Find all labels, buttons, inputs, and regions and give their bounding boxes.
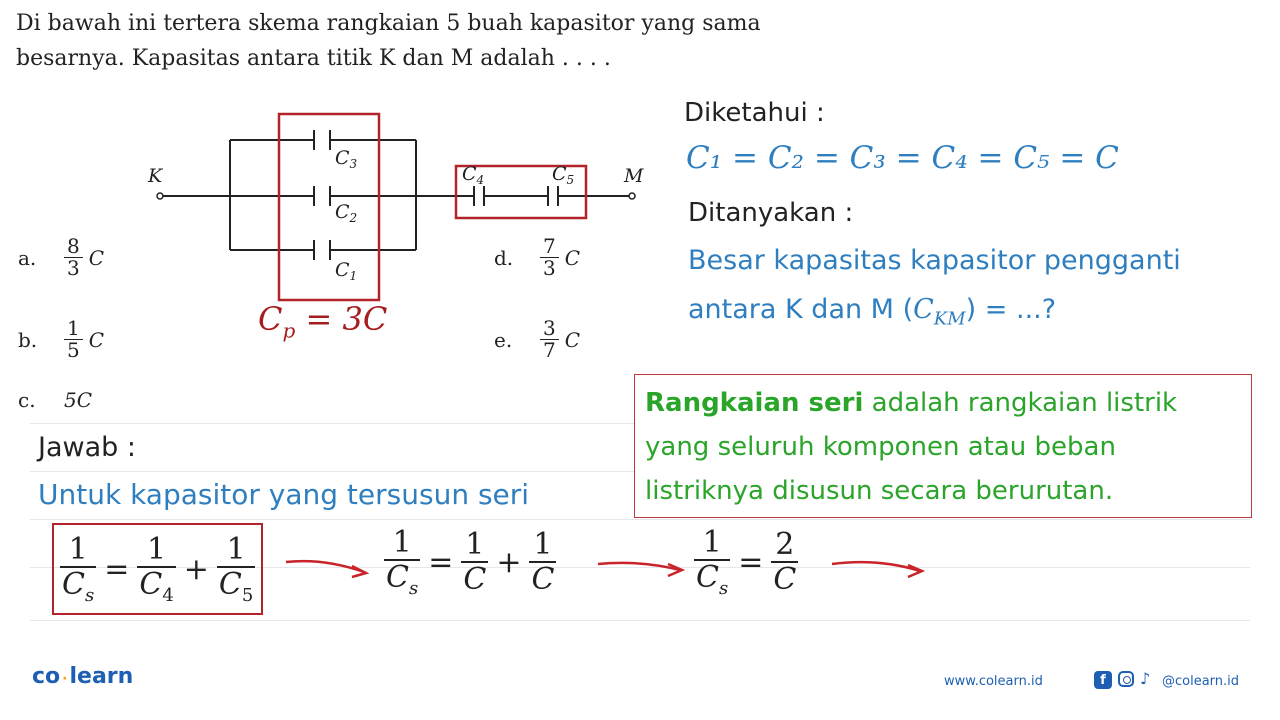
facebook-icon[interactable]: f: [1094, 671, 1112, 689]
definition-box: Rangkaian seri adalah rangkaian listrik yang seluruh komponen atau beban listriknya disusun secara berurutan.: [634, 374, 1252, 518]
option-c[interactable]: c. 5C: [18, 388, 93, 412]
svg-text:C1: $C_1$: [335, 259, 358, 283]
instagram-icon[interactable]: [1118, 671, 1134, 687]
tiktok-icon[interactable]: ♪: [1140, 669, 1151, 688]
asked-line-1: Besar kapasitas kapasitor pengganti: [688, 245, 1181, 276]
question-text: Di bawah ini tertera skema rangkaian 5 buah kapasitor yang sama besarnya. Kapasitas antara titik K dan M adalah . . . .: [16, 11, 761, 71]
c4-label: C: [462, 163, 477, 185]
equation-series-formula: $\frac{1}{C_s}$ = $\frac{1}{C_4}$ + $\frac{1}{C_5}$: [52, 523, 263, 615]
svg-text:C5: $C_5$: [552, 163, 575, 187]
capacitor-circuit-diagram: [140, 110, 660, 310]
answer-title: Jawab :: [38, 432, 136, 463]
node-m-label: M: [624, 165, 644, 187]
arrow-icon: [284, 556, 374, 582]
node-m-terminal: [629, 193, 635, 199]
cp-result: $C_p = 3C$: [258, 300, 388, 343]
option-d[interactable]: d. $\frac{7}{3}$ C: [494, 234, 581, 280]
known-title: Diketahui :: [684, 98, 825, 128]
svg-text:C2: $C_2$: [335, 201, 358, 225]
website-link[interactable]: www.colearn.id: [944, 674, 1043, 689]
option-a[interactable]: a. $\frac{8}{3}$ C: [18, 234, 105, 280]
asked-line-2: antara K dan M $(C_{KM})$ = ...?: [688, 294, 1057, 330]
social-handle[interactable]: @colearn.id: [1162, 674, 1240, 689]
known-equation: C₁ = C₂ = C₃ = C₄ = C₅ = C: [686, 140, 1119, 176]
c1-label: C: [335, 259, 350, 281]
colearn-logo[interactable]: co ·learn: [32, 664, 134, 689]
equation-simplified: $\frac{1}{C_s}$ = $\frac{2}{C}$: [696, 525, 797, 599]
node-k-label: K: [148, 165, 163, 187]
svg-text:C3: $C_3$: [335, 147, 358, 171]
arrow-icon: [596, 556, 688, 582]
svg-text:C4: $C_4$: [462, 163, 485, 187]
c3-label: C: [335, 147, 350, 169]
node-k-terminal: [157, 193, 163, 199]
option-b[interactable]: b. $\frac{1}{5}$ C: [18, 316, 105, 362]
answer-subtitle: Untuk kapasitor yang tersusun seri: [38, 478, 530, 511]
c5-label: C: [552, 163, 567, 185]
c2-label: C: [335, 201, 350, 223]
equation-substituted: $\frac{1}{C_s}$ = $\frac{1}{C}$ + $\frac{1}{C}$: [386, 525, 555, 599]
asked-title: Ditanyakan :: [688, 198, 854, 228]
option-e[interactable]: e. $\frac{3}{7}$ C: [494, 316, 581, 362]
arrow-icon: [830, 556, 928, 582]
